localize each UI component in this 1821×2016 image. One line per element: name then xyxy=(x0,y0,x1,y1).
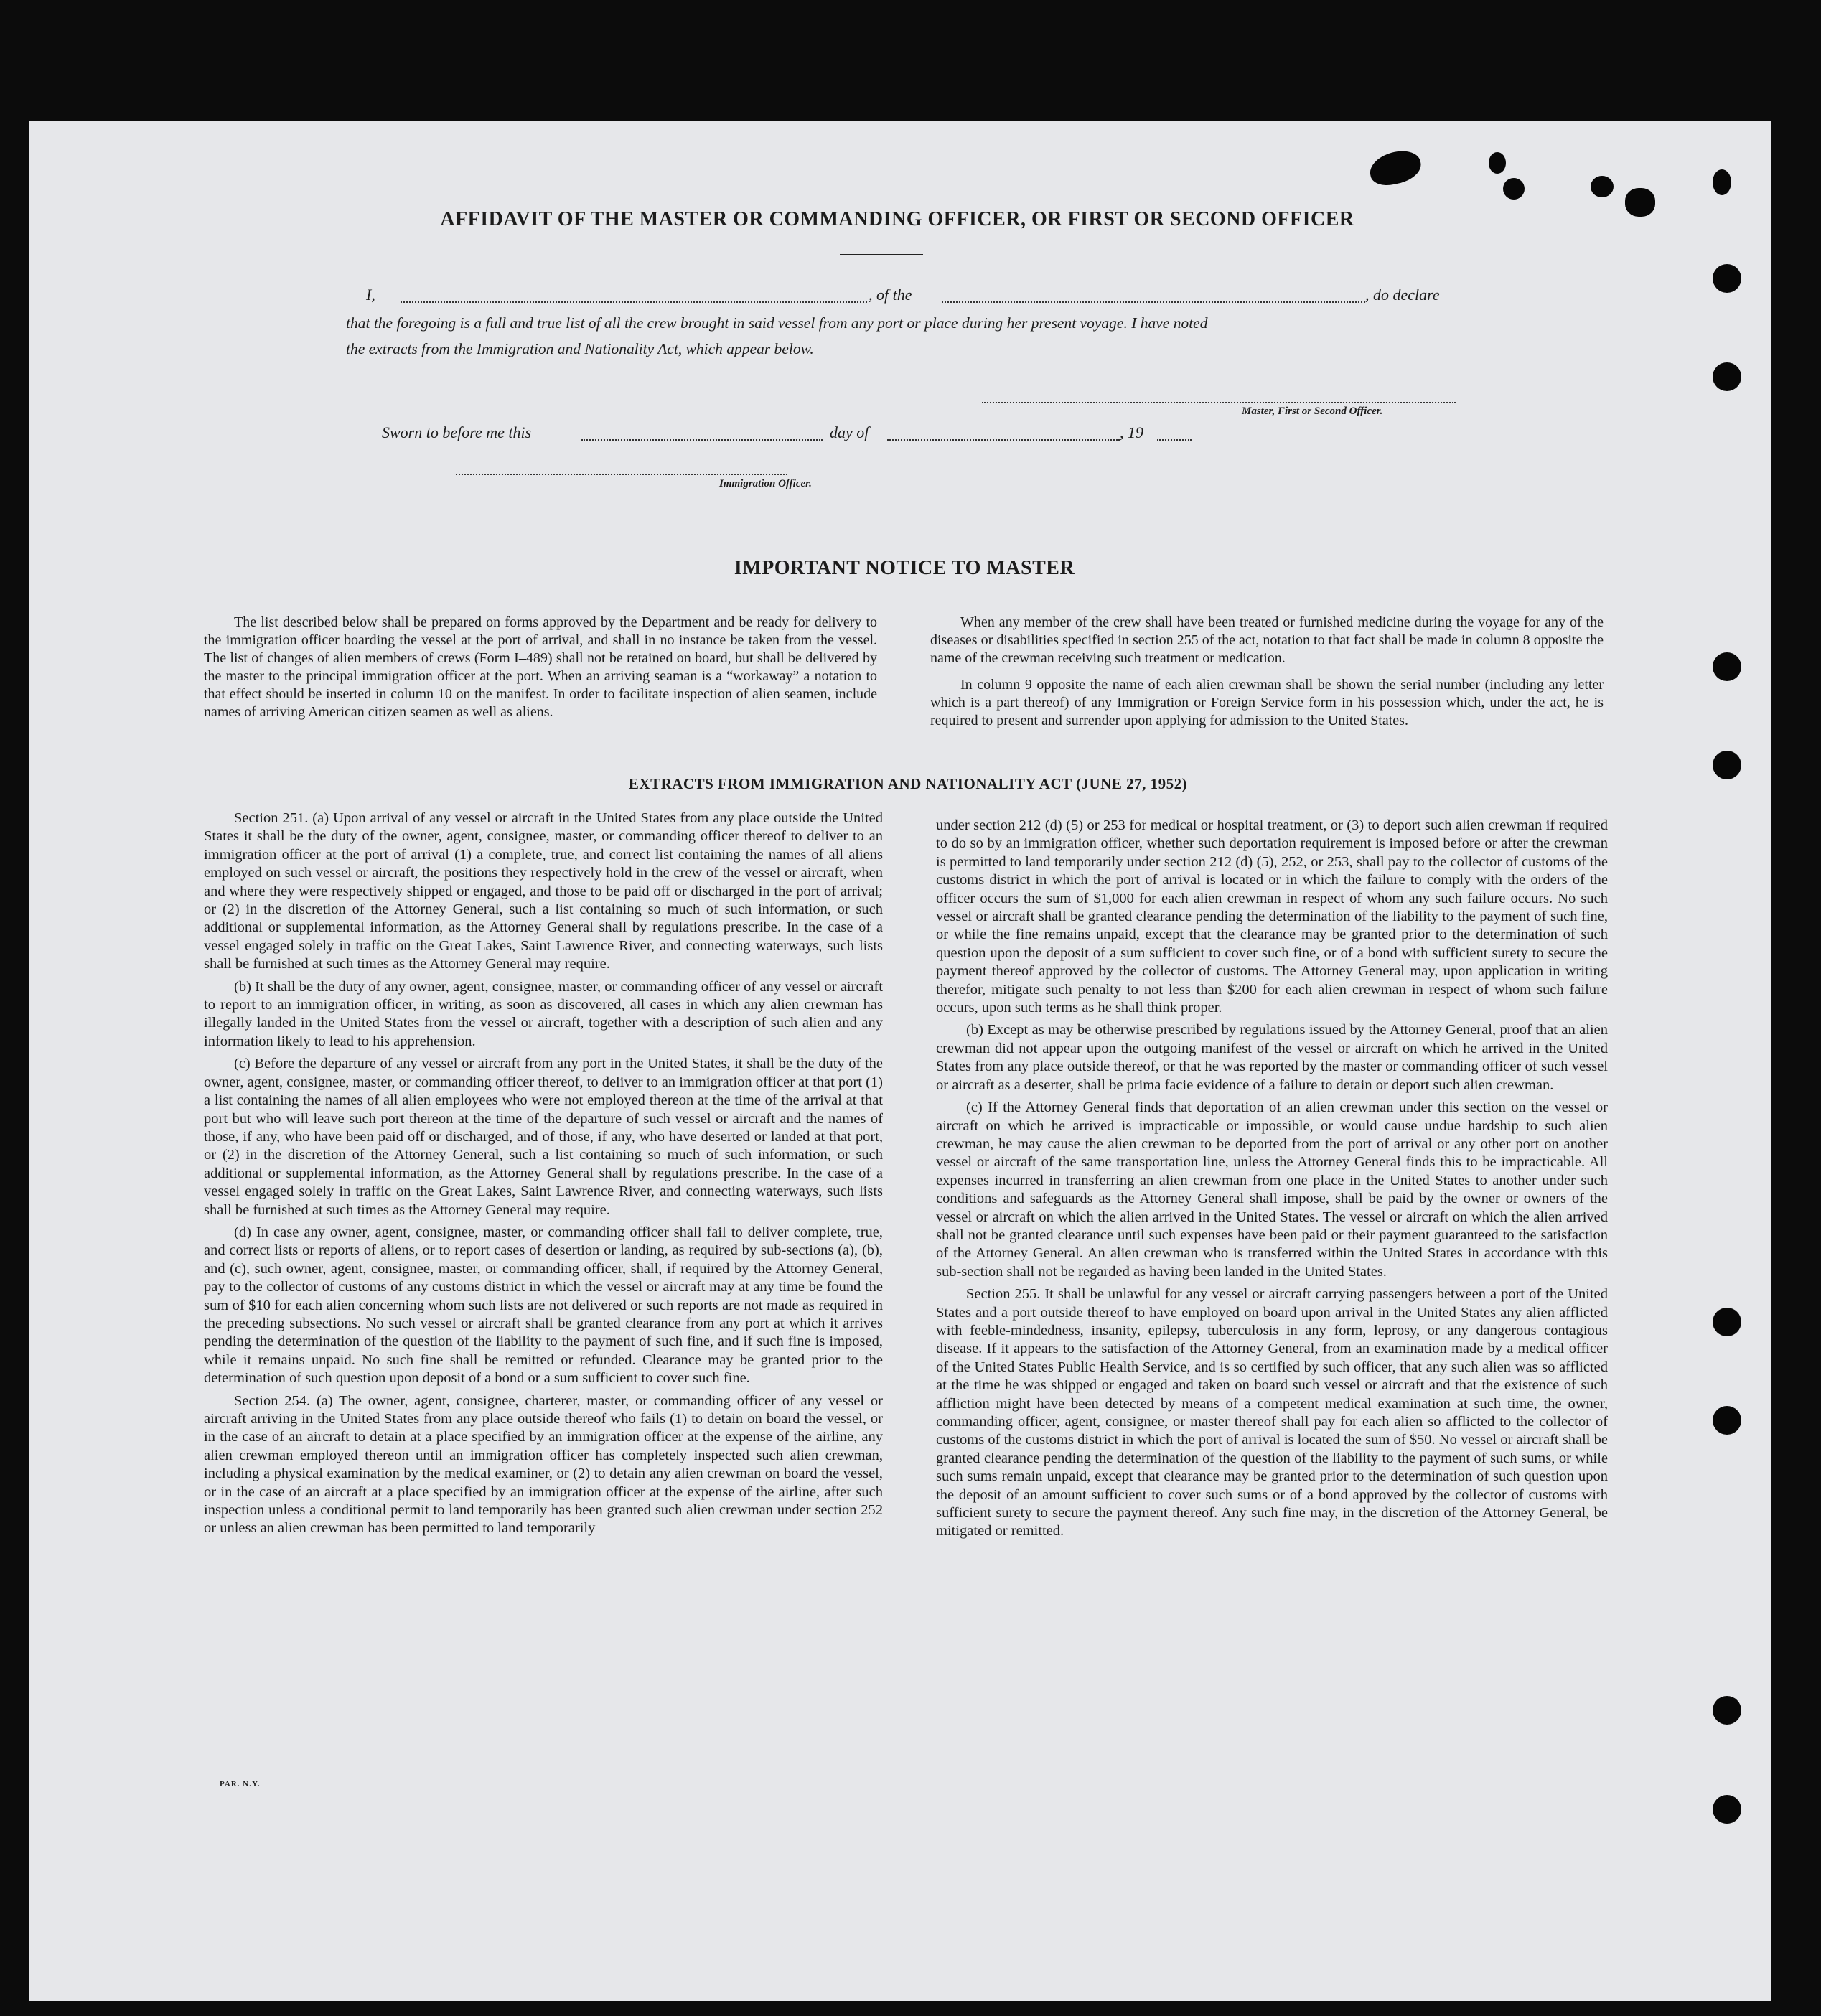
year-text: , 19 xyxy=(1120,423,1143,441)
section-251-d: (d) In case any owner, agent, consignee, master, or commanding officer shall fail to deliver complete, true, and correct lists or reports of aliens, or to report cases of desertion or landing, as required by sub-sections (a), (b), and (c), such owner, agent, consignee, master, or commanding officer, shall, if required by the Attorney General, pay to the collector of customs of any customs district in which the vessel or aircraft may at any time be found the sum of $10 for each alien concerning whom such lists are not delivered or such reports are not made as required in the preceding subsections. No such vessel or aircraft shall be granted clearance from any port at which it arrives pending the determination of the question of the liability to the payment of such fine, and if such fine is imposed, while it remains unpaid. No such fine shall be remitted or refunded. Clearance may be granted prior to the determination of such question upon deposit of a bond or a sum sufficient to cover such fine. xyxy=(204,1224,883,1387)
affidavit-line2: that the foregoing is a full and true list of all the crew brought in said vessel from any port or place during her present voyage. I have noted xyxy=(346,314,1208,332)
section-254-a-continued: under section 212 (d) (5) or 253 for medical or hospital treatment, or (3) to deport such alien crewman if required to do so by an immigration officer, whether such deportation requirement is imposed before or after the crewman is permitted to land temporarily under section 212 (d) (5), 252, or 253, shall pay to the collector of customs of the customs district in which the port of arrival is located or in which the failure to comply with the orders of the officer occurs the sum of $1,000 for each alien crewman in respect of whom any such failure occurs. No such vessel or aircraft shall be granted clearance pending the determination of the liability to the payment of such fine, or while the fine remains unpaid, except that the clearance may be granted prior to the determination of such question upon the deposit of a sum sufficient to cover such fine, or of a bond with sufficient surety to secure the payment thereof approved by the collector of customs. The Attorney General may, upon application in writing therefor, mitigate such penalty to not less than $200 for each alien crewman in respect of whom such failure occurs, upon such terms as he shall think proper. xyxy=(936,817,1608,1016)
affidavit-of-the: , of the xyxy=(869,286,912,304)
section-251-c: (c) Before the departure of any vessel or aircraft from any port in the United States, it shall be the duty of the owner, agent, consignee, master, or commanding officer thereof, to deliver to an immigration officer at that port (1) a list containing the names of all alien employees who were not employed thereon at the time of the arrival at that port but who will leave such port thereon at the time of the departure of such vessel or aircraft and the names of those, if any, who have been paid off or discharged, and of those, if any, who have deserted or landed at that port, or (2) in the discretion of the Attorney General, such a list containing so much of such information, or such additional or supplemental information, as the Attorney General shall by regulations prescribe. In the case of a vessel engaged solely in traffic on the Great Lakes, Saint Lawrence River, and connecting waterways, such lists shall be furnished at such times as the Attorney General may require. xyxy=(204,1056,883,1218)
ink-blot xyxy=(1489,152,1506,174)
punch-hole xyxy=(1713,1795,1741,1824)
name-blank[interactable] xyxy=(401,287,867,303)
section-254-a: Section 254. (a) The owner, agent, consignee, charterer, master, or commanding officer of any vessel or aircraft arriving in the United States from any place outside thereof who fails (1) to detain on board the vessel, or in the case of an aircraft to detain at a place specified by an immigration officer at the expense of the airline, any alien crewman employed thereon until an immigration officer has completely inspected such alien crewman, including a physical examination by the medical examiner, or (2) to detain any alien crewman on board the vessel, or in the case of an aircraft at a place specified by an immigration officer at the expense of the airline, after such inspection unless a conditional permit to land temporarily has been granted such alien crewman under section 252 or unless an alien crewman has been permitted to land temporarily xyxy=(204,1392,883,1537)
notice-title: IMPORTANT NOTICE TO MASTER xyxy=(734,557,1075,579)
extracts-title: EXTRACTS FROM IMMIGRATION AND NATIONALITY ACT (JUNE 27, 1952) xyxy=(628,775,1188,792)
ink-blot xyxy=(1591,176,1614,197)
ink-blot xyxy=(1625,188,1655,217)
section-251-a: Section 251. (a) Upon arrival of any vessel or aircraft in the United States from any place outside the United States it shall be the duty of the owner, agent, consignee, master, or commanding officer thereof to deliver to an immigration officer at the port of arrival (1) a complete, true, and correct list containing the names of all aliens employed on such vessel or aircraft, the positions they respectively hold in the crew of the vessel or aircraft, when and where they were respectively shipped or engaged, and those to be paid off or discharged in the port of arrival; or (2) in the discretion of the Attorney General, such a list containing so much of such information, or such additional or supplemental information, as the Attorney General shall by regulations prescribe. In the case of a vessel engaged solely in traffic on the Great Lakes, Saint Lawrence River, and connecting waterways, such lists shall be furnished at such times as the Attorney General may require. xyxy=(204,810,883,972)
punch-hole xyxy=(1713,1308,1741,1336)
section-251-b: (b) It shall be the duty of any owner, agent, consignee, master, or commanding officer of any vessel or aircraft to report to an immigration officer, in writing, as soon as discovered, all cases in which any alien crewman has illegally landed in the United States from the vessel or aircraft, together with a description of such alien and any information likely to lead to his apprehension. xyxy=(204,978,883,1049)
section-254-b: (b) Except as may be otherwise prescribed by regulations issued by the Attorney General, proof that an alien crewman did not appear upon the outgoing manifest of the vessel or aircraft on which he arrived in the United States from any place outside thereof, or that he was reported by the master or commanding officer of such vessel or aircraft as a deserter, shall be prima facie evidence of a failure to detain or deport such alien crewman. xyxy=(936,1022,1608,1093)
affidavit-line3: the extracts from the Immigration and Nationality Act, which appear below. xyxy=(346,340,814,357)
sworn-day-blank[interactable] xyxy=(581,425,823,441)
punch-hole xyxy=(1713,362,1741,391)
officer-signature-blank[interactable] xyxy=(456,459,787,475)
title-rule xyxy=(840,254,923,255)
extracts-left-column xyxy=(204,810,883,1542)
officer-label: Immigration Officer. xyxy=(719,478,812,489)
punch-hole xyxy=(1713,751,1741,779)
signature-blank[interactable] xyxy=(982,388,1456,403)
printer-mark: PAR. N.Y. xyxy=(220,1780,261,1788)
notice-right-paragraph: When any member of the crew shall have been treated or furnished medicine during the voyage for any of the diseases or disabilities specified in section 255 of the act, notation to that fact shall be made in column 8 opposite the name of the crewman receiving such treatment or medication. xyxy=(930,614,1604,666)
affidavit-title: AFFIDAVIT OF THE MASTER OR COMMANDING OFFICER, OR FIRST OR SECOND OFFICER xyxy=(440,208,1354,230)
extracts-right-column xyxy=(936,817,1608,1545)
punch-hole xyxy=(1713,652,1741,681)
affidavit-i: I, xyxy=(366,286,375,304)
affidavit-declare: , do declare xyxy=(1365,286,1440,304)
punch-hole xyxy=(1713,264,1741,293)
notice-left-column xyxy=(204,614,877,726)
signature-label: Master, First or Second Officer. xyxy=(1242,405,1383,417)
notice-right-paragraph: In column 9 opposite the name of each alien crewman shall be shown the serial number (including any letter which is a part thereof) of any Immigration or Foreign Service form in his possession which, under the act, he is required to present and surrender upon applying for admission to the United States. xyxy=(930,677,1604,728)
sworn-month-blank[interactable] xyxy=(887,425,1120,441)
ink-blot xyxy=(1713,169,1731,195)
punch-hole xyxy=(1713,1406,1741,1435)
notice-left-paragraph: The list described below shall be prepared on forms approved by the Department and be ready for delivery to the immigration officer boarding the vessel at the port of arrival, and shall in no instance be taken from the vessel. The list of changes of alien members of crews (Form I–489) shall not be retained on board, but shall be delivered by the master to the principal immigration officer at the port. When an arriving seaman is a “workaway” a notation to that effect should be inserted in column 10 on the manifest. In order to facilitate inspection of alien seamen, include names of arriving American citizen seamen as well as aliens. xyxy=(204,614,877,720)
ink-blot xyxy=(1503,178,1525,200)
vessel-blank[interactable] xyxy=(942,287,1365,303)
sworn-text: Sworn to before me this xyxy=(382,423,532,441)
year-blank[interactable] xyxy=(1157,425,1192,441)
section-254-c: (c) If the Attorney General finds that deportation of an alien crewman under this section on the vessel or aircraft on which he arrived is impracticable or impossible, or would cause undue hardship to such alien crewman, he may cause the alien crewman to be deported from the port of arrival or any other port on another vessel or aircraft of the same transportation line, unless the Attorney General finds this to be impracticable. All expenses incurred in transferring an alien crewman from one place in the United States to another under such conditions and safeguards as the Attorney General shall impose, shall be paid by the owner or owners of the vessel or aircraft on which the alien arrived in the United States. The vessel or aircraft on which the alien arrived shall not be granted clearance until such expenses have been paid or their payment guaranteed to the satisfaction of the Attorney General. An alien crewman who is transferred within the United States in accordance with this sub-section shall not be regarded as having been landed in the United States. xyxy=(936,1100,1608,1280)
section-255: Section 255. It shall be unlawful for any vessel or aircraft carrying passengers between a port of the United States and a port outside thereof to have employed on board upon arrival in the United States any alien afflicted with feeble-mindedness, insanity, epilepsy, tuberculosis in any form, leprosy, or any dangerous contagious disease. If it appears to the satisfaction of the Attorney General, from an examination made by a medical officer of the United States Public Health Service, and is so certified by such officer, that any such alien was so afflicted at the time he was shipped or engaged and taken on board such vessel or aircraft and that the existence of such affliction might have been detected by means of a competent medical examination at such time, the owner, commanding officer, agent, consignee, or master thereof shall pay for each alien so afflicted to the collector of customs of the customs district in which the port of arrival is located the sum of $50. No vessel or aircraft shall be granted clearance pending the determination of the question of the liability to the payment of such sums, or while such sums remain unpaid, except that clearance may be granted prior to the determination of such question upon the deposit of an amount sufficient to cover such sums or of a bond approved by the collector of customs with sufficient surety to secure the payment thereof. Any such fine may, in the discretion of the Attorney General, be mitigated or remitted. xyxy=(936,1286,1608,1539)
punch-hole xyxy=(1713,1696,1741,1725)
day-of-text: day of xyxy=(830,423,869,441)
notice-right-column xyxy=(930,614,1604,734)
